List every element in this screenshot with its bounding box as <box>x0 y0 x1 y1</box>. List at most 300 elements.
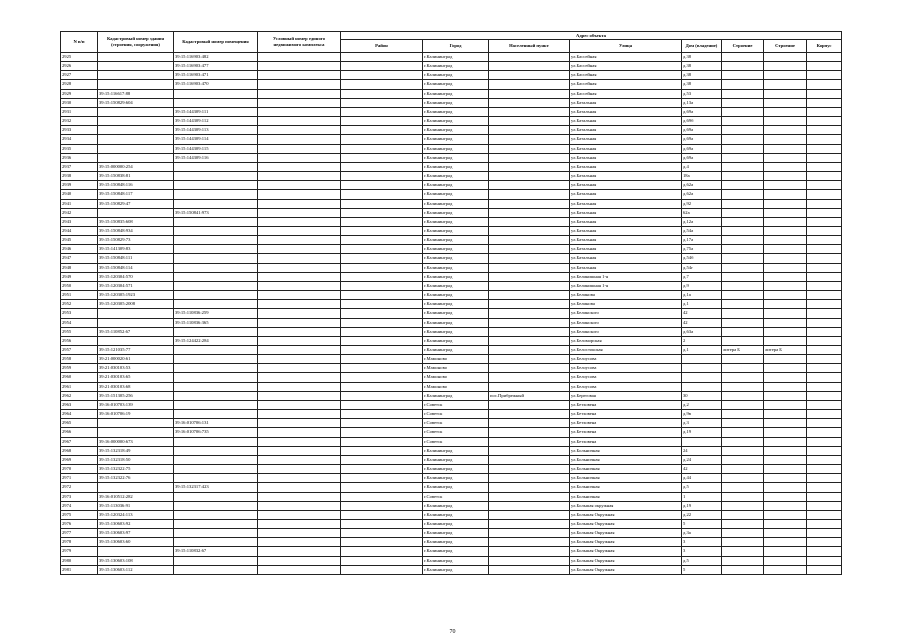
cell-block <box>807 226 842 235</box>
cell-cad-room <box>174 172 258 181</box>
cell-house: 3 <box>682 547 722 556</box>
table-row <box>61 291 842 300</box>
cell-block <box>807 391 842 400</box>
cell-cad-room <box>174 346 258 355</box>
cell-cond-complex <box>258 98 341 107</box>
cell-settlement <box>489 346 570 355</box>
cell-num: 2956 <box>61 336 98 345</box>
cell-structure <box>764 529 807 538</box>
cell-street: ул.Большая Окружная <box>570 510 682 519</box>
cell-cond-complex <box>258 254 341 263</box>
cell-house: д.19 <box>682 428 722 437</box>
cell-settlement <box>489 89 570 98</box>
cell-city: г.Калининград <box>423 199 489 208</box>
cell-house: д.12а <box>682 217 722 226</box>
cell-street: ул.Батальная <box>570 263 682 272</box>
cell-street: ул.Береговая <box>570 391 682 400</box>
cell-street: ул.Бетховена <box>570 437 682 446</box>
cell-district <box>341 492 423 501</box>
cell-structure <box>764 89 807 98</box>
cell-city: г.Калининград <box>423 272 489 281</box>
cell-street: ул.Белинского <box>570 309 682 318</box>
cell-house: д.4 <box>682 162 722 171</box>
cell-block <box>807 327 842 336</box>
cell-cad-room <box>174 400 258 409</box>
cell-settlement <box>489 80 570 89</box>
table-row <box>61 446 842 455</box>
cell-num: 2972 <box>61 483 98 492</box>
cell-structure <box>764 474 807 483</box>
cell-cad-building: 39:15:151305:256 <box>98 391 174 400</box>
table-row <box>61 510 842 519</box>
cell-cad-room <box>174 529 258 538</box>
cell-district <box>341 510 423 519</box>
cell-cad-building: 39:21:030103:53 <box>98 364 174 373</box>
cell-district <box>341 318 423 327</box>
cell-num: 2965 <box>61 419 98 428</box>
cell-cad-room <box>174 327 258 336</box>
cell-structure <box>764 483 807 492</box>
cell-street: ул.Большая Окружная <box>570 547 682 556</box>
cell-num: 2936 <box>61 153 98 162</box>
cell-district <box>341 483 423 492</box>
cell-structure <box>764 391 807 400</box>
cell-num: 2967 <box>61 437 98 446</box>
cell-structure <box>764 226 807 235</box>
cell-cad-room: 39:15:116903:471 <box>174 71 258 80</box>
cell-cad-room: 39:15:144309:112 <box>174 117 258 126</box>
cell-num: 2948 <box>61 263 98 272</box>
cell-cad-building <box>98 144 174 153</box>
cell-structure <box>764 126 807 135</box>
cell-cond-complex <box>258 556 341 565</box>
table-row <box>61 254 842 263</box>
cell-building <box>722 226 764 235</box>
cell-building <box>722 71 764 80</box>
cell-street: ул.Батальная <box>570 153 682 162</box>
cell-cad-building: 39:15:120304:571 <box>98 281 174 290</box>
cell-building <box>722 538 764 547</box>
cell-street: ул.Большая Окружная <box>570 538 682 547</box>
cell-cond-complex <box>258 208 341 217</box>
cell-cad-room <box>174 199 258 208</box>
table-row <box>61 162 842 171</box>
cell-cond-complex <box>258 410 341 419</box>
cell-house: д.1 <box>682 346 722 355</box>
cell-cad-room: 39:15:116903:470 <box>174 80 258 89</box>
cell-num: 2935 <box>61 144 98 153</box>
cell-settlement <box>489 245 570 254</box>
cell-house: д.5 <box>682 556 722 565</box>
cell-building <box>722 382 764 391</box>
cell-cond-complex <box>258 483 341 492</box>
cell-city: г.Калининград <box>423 501 489 510</box>
cell-cad-room: 39:15:144309:116 <box>174 153 258 162</box>
cell-num: 2953 <box>61 309 98 318</box>
cell-district <box>341 144 423 153</box>
cell-house: д.24 <box>682 455 722 464</box>
cell-structure <box>764 135 807 144</box>
cell-block <box>807 190 842 199</box>
cell-city: г.Советск <box>423 400 489 409</box>
cell-structure <box>764 208 807 217</box>
cell-cond-complex <box>258 236 341 245</box>
cell-house: 24 <box>682 446 722 455</box>
cell-cad-building: 39:15:130603:60 <box>98 538 174 547</box>
cell-cad-building: 39:15:141309:83 <box>98 245 174 254</box>
table-row <box>61 465 842 474</box>
cell-structure <box>764 519 807 528</box>
cell-cad-building: 39:15:150848:111 <box>98 254 174 263</box>
cell-street: ул.Батальная <box>570 236 682 245</box>
cell-settlement <box>489 226 570 235</box>
cell-cad-room <box>174 245 258 254</box>
cell-house: д.17а <box>682 236 722 245</box>
cell-district <box>341 236 423 245</box>
cell-cond-complex <box>258 135 341 144</box>
table-row <box>61 346 842 355</box>
cell-house <box>682 373 722 382</box>
cell-settlement <box>489 410 570 419</box>
cell-district <box>341 181 423 190</box>
table-row <box>61 263 842 272</box>
cell-district <box>341 529 423 538</box>
cell-settlement <box>489 126 570 135</box>
cell-structure <box>764 437 807 446</box>
cell-cad-building <box>98 208 174 217</box>
cell-street: ул.Батальная <box>570 208 682 217</box>
cell-settlement <box>489 181 570 190</box>
cell-street: ул.Больничная <box>570 492 682 501</box>
cell-cond-complex <box>258 217 341 226</box>
cell-cad-building: 39:15:113036:91 <box>98 501 174 510</box>
cell-building <box>722 272 764 281</box>
cell-city: г.Калининград <box>423 190 489 199</box>
cell-structure <box>764 336 807 345</box>
cell-street: ул.Батальная <box>570 226 682 235</box>
cell-block <box>807 547 842 556</box>
header-cond-complex: Условный номер единого недвижимого комплекса <box>258 32 341 53</box>
cell-house <box>682 437 722 446</box>
cell-structure: литера Б <box>764 346 807 355</box>
cell-block <box>807 492 842 501</box>
cell-city: г.Калининград <box>423 474 489 483</box>
cell-structure <box>764 117 807 126</box>
cell-cad-room <box>174 510 258 519</box>
cell-cad-building: 39:15:120305:1923 <box>98 291 174 300</box>
table-row <box>61 80 842 89</box>
cell-cad-building: 39:15:120304:570 <box>98 272 174 281</box>
cell-building <box>722 291 764 300</box>
cell-cad-room <box>174 501 258 510</box>
cell-block <box>807 126 842 135</box>
cell-house: д.22 <box>682 510 722 519</box>
cell-settlement <box>489 547 570 556</box>
cell-street: ул.Больничная <box>570 446 682 455</box>
cell-city: г.Мамоново <box>423 382 489 391</box>
cell-city: г.Калининград <box>423 336 489 345</box>
cell-num: 2947 <box>61 254 98 263</box>
cell-cond-complex <box>258 474 341 483</box>
cell-structure <box>764 144 807 153</box>
cell-num: 2958 <box>61 355 98 364</box>
cell-district <box>341 400 423 409</box>
cell-num: 2974 <box>61 501 98 510</box>
cell-district <box>341 519 423 528</box>
cell-district <box>341 190 423 199</box>
cell-cond-complex <box>258 364 341 373</box>
cell-district <box>341 172 423 181</box>
header-cad-building: Кадастровый номер здания (строения, сооружения) <box>98 32 174 53</box>
cell-structure <box>764 199 807 208</box>
cell-cad-room: 39:15:132317:423 <box>174 483 258 492</box>
cell-cond-complex <box>258 107 341 116</box>
cell-street: ул.Большая Окружная <box>570 556 682 565</box>
cell-cond-complex <box>258 300 341 309</box>
cell-settlement <box>489 538 570 547</box>
cell-cad-room <box>174 300 258 309</box>
cell-cad-building: 39:15:130603:97 <box>98 529 174 538</box>
cell-settlement <box>489 153 570 162</box>
cell-house: д.69а <box>682 135 722 144</box>
cell-district <box>341 565 423 574</box>
cell-cond-complex <box>258 71 341 80</box>
cell-settlement: пос.Прибрежный <box>489 391 570 400</box>
cell-district <box>341 391 423 400</box>
cell-street: ул.Большая окружная <box>570 501 682 510</box>
cell-settlement <box>489 190 570 199</box>
cell-block <box>807 510 842 519</box>
cell-street: ул.Белостокская <box>570 346 682 355</box>
cell-structure <box>764 547 807 556</box>
cell-district <box>341 53 423 62</box>
cell-structure <box>764 364 807 373</box>
cell-city: г.Калининград <box>423 318 489 327</box>
cell-cad-building: 39:15:132318:50 <box>98 455 174 464</box>
cell-cond-complex <box>258 89 341 98</box>
table-row <box>61 245 842 254</box>
cell-settlement <box>489 107 570 116</box>
table-row <box>61 217 842 226</box>
cell-num: 2925 <box>61 53 98 62</box>
cell-city: г.Калининград <box>423 556 489 565</box>
cell-cad-room: 39:15:110836:365 <box>174 318 258 327</box>
cell-city: г.Мамоново <box>423 364 489 373</box>
cell-house: 5 <box>682 519 722 528</box>
cell-block <box>807 437 842 446</box>
cell-street: ул.Бассейная <box>570 80 682 89</box>
cell-cad-room: 39:16:010706:735 <box>174 428 258 437</box>
cell-building <box>722 492 764 501</box>
cell-cond-complex <box>258 291 341 300</box>
cell-building <box>722 327 764 336</box>
cell-block <box>807 428 842 437</box>
cell-structure <box>764 172 807 181</box>
table-row <box>61 144 842 153</box>
cell-structure <box>764 373 807 382</box>
table-row <box>61 62 842 71</box>
cell-city: г.Калининград <box>423 98 489 107</box>
table-row <box>61 474 842 483</box>
cell-city: г.Калининград <box>423 391 489 400</box>
cell-building <box>722 181 764 190</box>
cell-cad-room <box>174 492 258 501</box>
cell-settlement <box>489 400 570 409</box>
header-building: Строение <box>722 40 764 53</box>
cell-cad-room <box>174 382 258 391</box>
cell-city: г.Советск <box>423 437 489 446</box>
cell-city: г.Калининград <box>423 327 489 336</box>
cell-num: 2926 <box>61 62 98 71</box>
cell-settlement <box>489 355 570 364</box>
cell-cad-room <box>174 291 258 300</box>
cell-street: ул.Батальная <box>570 162 682 171</box>
cell-num: 2941 <box>61 199 98 208</box>
cell-cad-building: 39:21:030103:65 <box>98 373 174 382</box>
cell-settlement <box>489 135 570 144</box>
cell-house <box>682 364 722 373</box>
header-block: Корпус <box>807 40 842 53</box>
cell-building <box>722 318 764 327</box>
cell-district <box>341 355 423 364</box>
cell-num: 2951 <box>61 291 98 300</box>
cell-district <box>341 226 423 235</box>
cell-settlement <box>489 217 570 226</box>
cell-structure <box>764 419 807 428</box>
cell-cond-complex <box>258 62 341 71</box>
cell-cad-room <box>174 437 258 446</box>
cell-settlement <box>489 382 570 391</box>
table-row <box>61 71 842 80</box>
cell-block <box>807 400 842 409</box>
cell-structure <box>764 556 807 565</box>
cell-cad-room <box>174 538 258 547</box>
cell-house: д.1 <box>682 300 722 309</box>
cell-settlement <box>489 483 570 492</box>
table-row <box>61 107 842 116</box>
cell-cond-complex <box>258 355 341 364</box>
cell-settlement <box>489 117 570 126</box>
cell-num: 2981 <box>61 565 98 574</box>
cell-block <box>807 62 842 71</box>
cell-district <box>341 455 423 464</box>
cell-settlement <box>489 199 570 208</box>
cell-building <box>722 437 764 446</box>
cell-city: г.Советск <box>423 428 489 437</box>
cell-block <box>807 483 842 492</box>
cell-num: 2966 <box>61 428 98 437</box>
cell-house: 62а <box>682 208 722 217</box>
cell-district <box>341 346 423 355</box>
cell-structure <box>764 492 807 501</box>
cell-cad-building: 39:15:150829:604 <box>98 98 174 107</box>
cell-structure <box>764 272 807 281</box>
cell-district <box>341 501 423 510</box>
cell-district <box>341 199 423 208</box>
cell-cad-building: 39:15:130603:92 <box>98 519 174 528</box>
table-row <box>61 501 842 510</box>
cell-building <box>722 80 764 89</box>
cell-district <box>341 80 423 89</box>
cell-num: 2962 <box>61 391 98 400</box>
cell-settlement <box>489 419 570 428</box>
cell-cad-building <box>98 153 174 162</box>
cell-street: ул.Большая Окружная <box>570 565 682 574</box>
cell-street: ул.Батальная <box>570 126 682 135</box>
cell-structure <box>764 107 807 116</box>
cell-building <box>722 446 764 455</box>
cell-district <box>341 254 423 263</box>
cell-street: ул.Белинишная 1-я <box>570 281 682 290</box>
cell-street: ул.Белинишная 1-я <box>570 272 682 281</box>
cell-building <box>722 254 764 263</box>
cell-building <box>722 217 764 226</box>
cell-cad-building: 39:15:120324:113 <box>98 510 174 519</box>
cell-cad-room <box>174 410 258 419</box>
cell-cad-building: 39:15:150835:608 <box>98 217 174 226</box>
cell-cond-complex <box>258 391 341 400</box>
cell-structure <box>764 446 807 455</box>
cell-settlement <box>489 71 570 80</box>
table-row <box>61 355 842 364</box>
cell-block <box>807 346 842 355</box>
cell-city: г.Калининград <box>423 181 489 190</box>
cell-cad-room <box>174 263 258 272</box>
cell-num: 2927 <box>61 71 98 80</box>
cell-district <box>341 364 423 373</box>
cell-district <box>341 98 423 107</box>
cell-city: г.Калининград <box>423 153 489 162</box>
table-row <box>61 98 842 107</box>
cell-district <box>341 556 423 565</box>
cell-building <box>722 162 764 171</box>
cell-cad-building <box>98 53 174 62</box>
cell-settlement <box>489 492 570 501</box>
cell-settlement <box>489 98 570 107</box>
cell-block <box>807 373 842 382</box>
cell-block <box>807 217 842 226</box>
cell-cond-complex <box>258 336 341 345</box>
cell-district <box>341 336 423 345</box>
cell-block <box>807 208 842 217</box>
cell-building <box>722 236 764 245</box>
cell-block <box>807 272 842 281</box>
cell-house: д.62а <box>682 190 722 199</box>
cell-cond-complex <box>258 117 341 126</box>
cell-num: 2971 <box>61 474 98 483</box>
cell-structure <box>764 510 807 519</box>
cell-house: 42 <box>682 465 722 474</box>
cell-house: д.69б <box>682 117 722 126</box>
cell-settlement <box>489 510 570 519</box>
cell-district <box>341 153 423 162</box>
cell-block <box>807 117 842 126</box>
cell-block <box>807 501 842 510</box>
cell-house: д.19 <box>682 501 722 510</box>
cell-cond-complex <box>258 565 341 574</box>
cell-structure <box>764 245 807 254</box>
cell-cond-complex <box>258 428 341 437</box>
cell-street: ул.Бассейная <box>570 71 682 80</box>
cell-cad-building: 39:15:150829:73 <box>98 236 174 245</box>
cell-cad-room <box>174 519 258 528</box>
cell-structure <box>764 236 807 245</box>
cell-block <box>807 172 842 181</box>
cell-cond-complex <box>258 538 341 547</box>
cell-building: литера Б <box>722 346 764 355</box>
cell-settlement <box>489 318 570 327</box>
cell-house: д.63а <box>682 327 722 336</box>
